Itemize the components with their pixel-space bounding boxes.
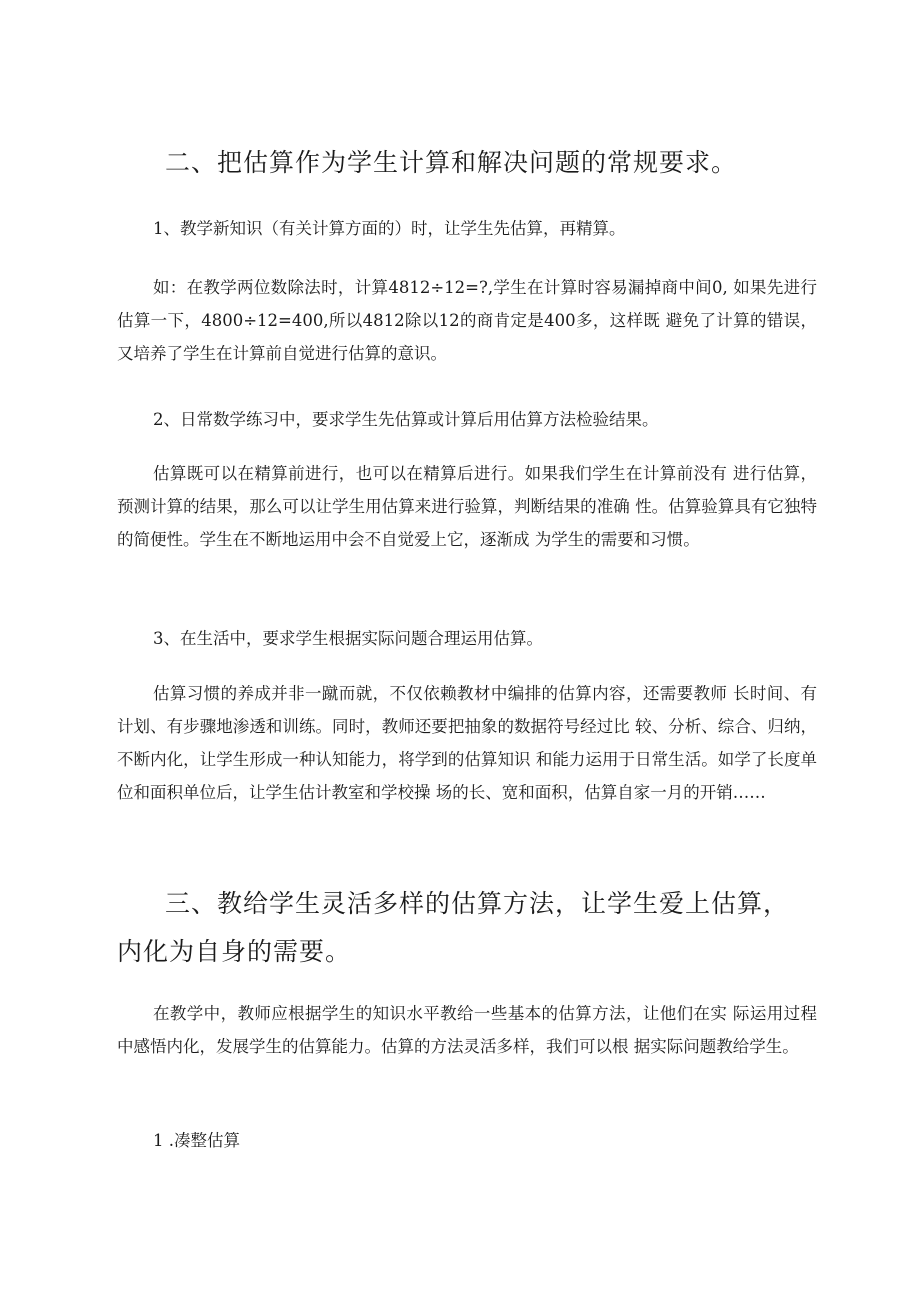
paragraph-methods: 在教学中，教师应根据学生的知识水平教给一些基本的估算方法，让他们在实 际运用过程中感悟内化，发展学生的估算能力。估算的方法灵活多样，我们可以根 据实际问题教给学生。 — [117, 1004, 817, 1056]
section-heading-3: 三、教给学生灵活多样的估算方法，让学生爱上估算，内化为自身的需要。 — [117, 889, 790, 966]
paragraph-verify: 估算既可以在精算前进行，也可以在精算后进行。如果我们学生在计算前没有 进行估算，预测计算的结果，那么可以让学生用估算来进行验算，判断结果的准确 性。估算验算具有它独特的简便性。学生在不断地运用中会不自觉爱上它，逐渐成 为学生的需要和习惯。 — [117, 464, 817, 549]
paragraph-example: 如：在教学两位数除法时，计算4812÷12=?,学生在计算时容易漏掉商中间0, 如果先进行估算一下，4800÷12=400,所以4812除以12的商肯定是400多，这样既 避免了计算的错误，又培养了学生在计算前自觉进行估算的意识。 — [117, 278, 817, 363]
section-heading-2: 二、把估算作为学生计算和解决问题的常规要求。 — [165, 148, 738, 177]
list-item-3-1: 1 .凑整估算 — [153, 1131, 240, 1150]
list-item-2-3: 3、在生活中，要求学生根据实际问题合理运用估算。 — [153, 629, 543, 648]
list-item-2-1: 1、教学新知识（有关计算方面的）时，让学生先估算，再精算。 — [153, 219, 626, 238]
paragraph-habit: 估算习惯的养成并非一蹴而就，不仅依赖教材中编排的估算内容，还需要教师 长时间、有计划、有步骤地渗透和训练。同时，教师还要把抽象的数据符号经过比 较、分析、综合、归纳，不断内化，让学生形成一种认知能力，将学到的估算知识 和能力运用于日常生活。如学了长度单位和面积单位后，让学生估计教室和学校操 场的长、宽和面积，估算自家一月的开销…… — [117, 684, 817, 802]
list-item-2-2: 2、日常数学练习中，要求学生先估算或计算后用估算方法检验结果。 — [153, 410, 659, 429]
